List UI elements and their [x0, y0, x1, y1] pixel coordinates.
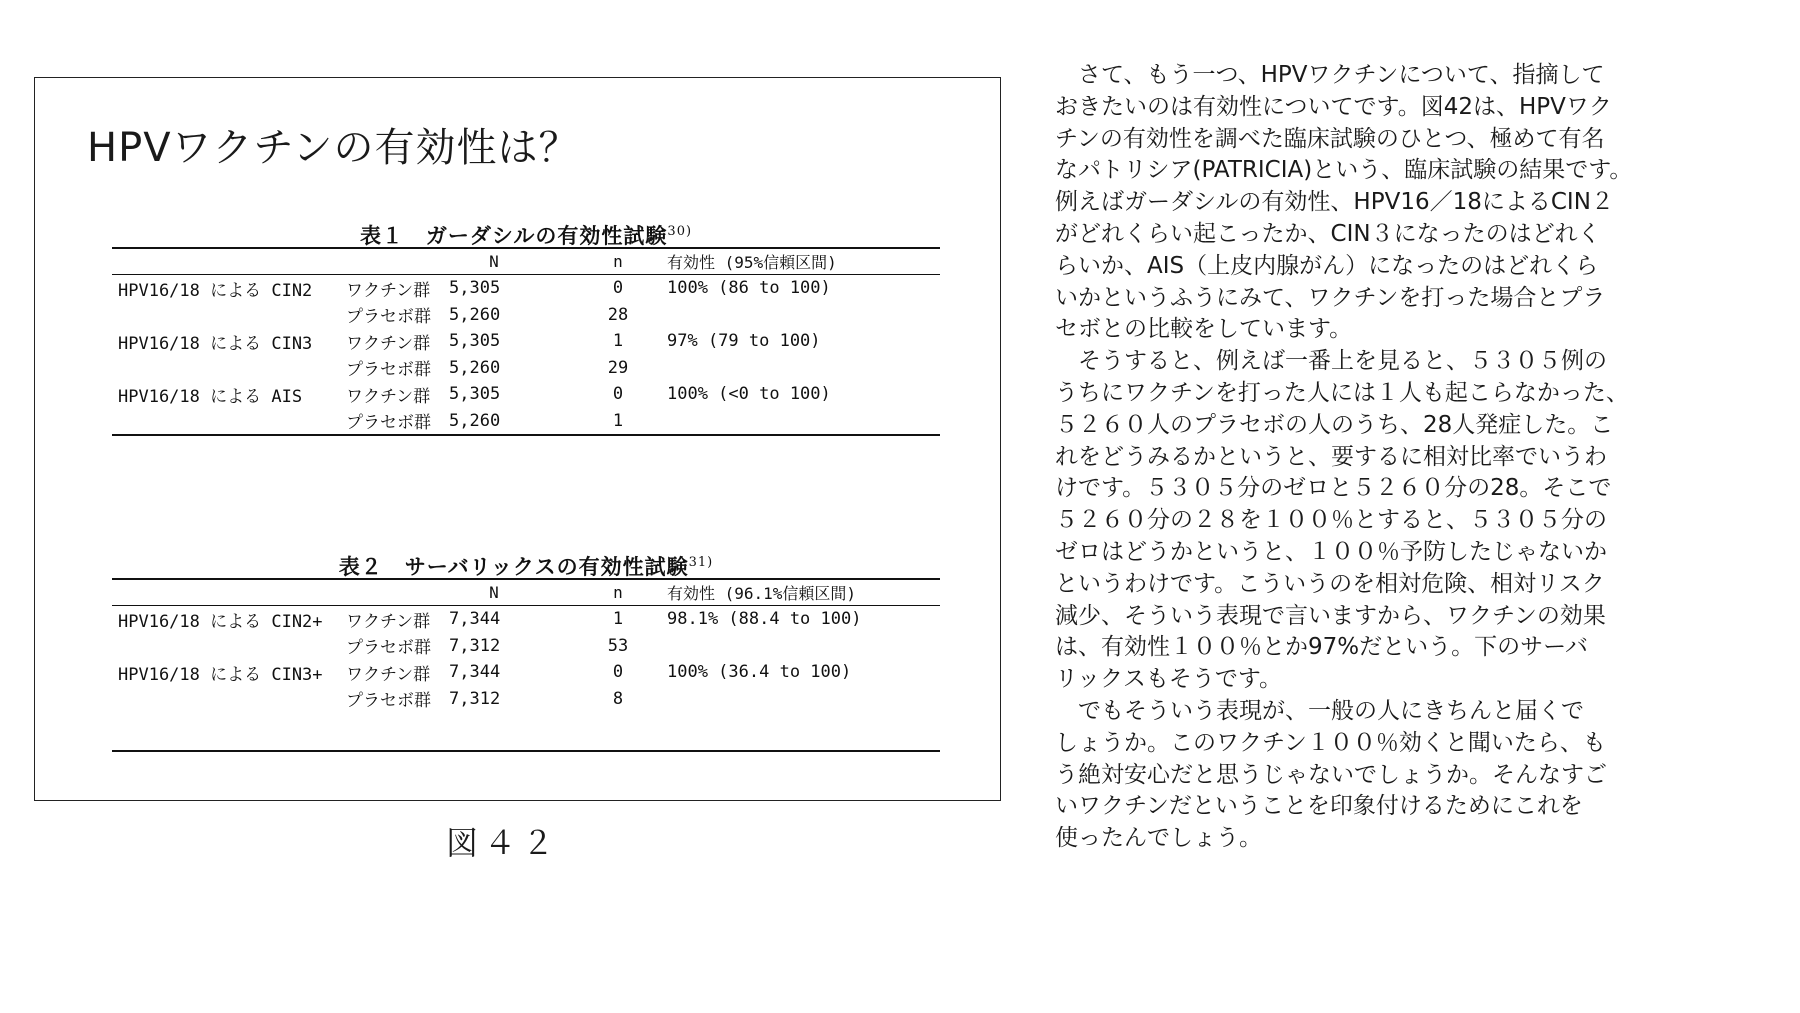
table-row: [112, 408, 940, 435]
header-cell: [346, 248, 449, 275]
text-line: は、有効性１００％とか97%だという。下のサーバ: [1055, 634, 1588, 661]
efficacy-cell: [667, 633, 940, 660]
efficacy-cell: 98.1% (88.4 to 100): [667, 609, 862, 630]
header-cell: [112, 248, 346, 275]
group-cell: ワクチン群: [346, 611, 431, 632]
group-cell: ワクチン群: [346, 664, 431, 685]
efficacy-cell: [667, 302, 940, 329]
header-cell: n: [613, 583, 623, 602]
text-line: がどれくらい起こったか、CIN３になったのはどれく: [1055, 220, 1601, 247]
group-cell: プラセボ群: [346, 691, 431, 712]
table-row: [112, 302, 940, 329]
n-total-cell: 5,260: [449, 357, 501, 378]
reference-marker: 30): [667, 224, 693, 239]
table-row: [112, 275, 940, 302]
n-total-cell: 7,312: [449, 688, 501, 709]
reference-marker: 31): [688, 555, 714, 570]
n-total-cell: 7,344: [449, 609, 501, 630]
table-spacer-row: [112, 712, 940, 750]
group-cell: プラセボ群: [346, 307, 431, 328]
body-text: [1055, 60, 1775, 855]
slide-title: HPVワクチンの有効性は？: [87, 125, 580, 171]
outcome-cell: HPV16/18 による CIN3: [118, 333, 313, 354]
text-line: リックスもそうです。: [1055, 666, 1283, 693]
text-line: さて、もう一つ、HPVワクチンについて、指摘して: [1055, 62, 1605, 88]
n-cases-cell: 1: [612, 609, 624, 630]
header-cell: [346, 579, 449, 606]
text-line: う絶対安心だと思うじゃないでしょうか。そんなすご: [1055, 761, 1607, 788]
n-total-cell: 5,305: [449, 278, 501, 299]
table-gardasil: [112, 217, 940, 436]
header-cell: N: [489, 583, 499, 602]
table-bottom-rule: [112, 434, 940, 436]
efficacy-cell: 97% (79 to 100): [667, 331, 821, 352]
n-cases-cell: 8: [612, 688, 624, 709]
text-line: そうすると、例えば一番上を見ると、５３０５例の: [1055, 348, 1607, 375]
group-cell: ワクチン群: [346, 280, 431, 301]
group-cell: ワクチン群: [346, 386, 431, 407]
text-line: 例えばガーダシルの有効性、HPV16／18によるCIN２: [1055, 189, 1614, 216]
data-table: [112, 578, 940, 750]
text-line: ５２６０分の２８を１００％とすると、５３０５分の: [1055, 507, 1607, 534]
outcome-cell: HPV16/18 による CIN2+: [118, 611, 323, 632]
efficacy-cell: 100% (<0 to 100): [667, 384, 831, 405]
n-total-cell: 5,305: [449, 331, 501, 352]
header-cell: n: [613, 252, 623, 271]
table-row: [112, 686, 940, 713]
text-line: 使ったんでしょう。: [1055, 825, 1262, 852]
text-line: いかというふうにみて、ワクチンを打った場合とプラ: [1055, 284, 1606, 311]
efficacy-cell: [667, 355, 940, 382]
table-row: [112, 659, 940, 686]
n-cases-cell: 29: [607, 357, 629, 378]
efficacy-cell: 100% (86 to 100): [667, 278, 831, 299]
table-caption-text: 表２ サーバリックスの有効性試験: [338, 555, 689, 579]
efficacy-cell: [667, 686, 940, 713]
text-line: セボとの比較をしています。: [1055, 316, 1353, 343]
text-line: ５２６０人のプラセボの人のうち、28人発症した。こ: [1055, 411, 1614, 438]
n-cases-cell: 1: [612, 331, 624, 352]
outcome-cell: [112, 302, 346, 329]
outcome-cell: [112, 633, 346, 660]
data-table: [112, 247, 940, 434]
n-cases-cell: 0: [612, 662, 624, 683]
group-cell: プラセボ群: [346, 638, 431, 659]
figure-frame: [34, 77, 1001, 801]
outcome-cell: HPV16/18 による AIS: [118, 386, 303, 407]
n-total-cell: 7,312: [449, 635, 501, 656]
text-line: おきたいのは有効性についてです。図42は、HPVワク: [1055, 93, 1612, 120]
n-total-cell: 5,305: [449, 384, 501, 405]
text-line: らいか、AIS（上皮内腺がん）になったのはどれくら: [1055, 252, 1599, 279]
table-caption: [112, 548, 940, 578]
n-cases-cell: 0: [612, 384, 624, 405]
group-cell: プラセボ群: [346, 413, 431, 434]
outcome-cell: HPV16/18 による CIN3+: [118, 664, 323, 685]
table-row: [112, 381, 940, 408]
header-cell: 有効性 (95%信頼区間): [667, 253, 837, 272]
table-caption-text: 表１ ガーダシルの有効性試験: [359, 224, 668, 248]
n-cases-cell: 28: [607, 304, 629, 325]
text-line: いワクチンだということを印象付けるためにこれを: [1055, 793, 1583, 820]
group-cell: ワクチン群: [346, 333, 431, 354]
table-row: [112, 606, 940, 633]
figure-caption: 図４２: [446, 824, 561, 862]
text-line: なパトリシア(PATRICIA)という、臨床試験の結果です。: [1055, 157, 1633, 184]
group-cell: プラセボ群: [346, 360, 431, 381]
text-line: れをどうみるかというと、要するに相対比率でいうわ: [1055, 443, 1607, 470]
n-cases-cell: 1: [612, 410, 624, 431]
n-cases-cell: 53: [607, 635, 629, 656]
table-row: [112, 328, 940, 355]
table-header-row: [112, 248, 940, 275]
text-line: チンの有効性を調べた臨床試験のひとつ、極めて有名: [1055, 125, 1605, 152]
outcome-cell: HPV16/18 による CIN2: [118, 280, 313, 301]
n-total-cell: 7,344: [449, 662, 501, 683]
text-line: ゼロはどうかというと、１００％予防したじゃないか: [1055, 538, 1607, 565]
text-line: うちにワクチンを打った人には１人も起こらなかった、: [1055, 379, 1629, 406]
n-cases-cell: 0: [612, 278, 624, 299]
outcome-cell: [112, 355, 346, 382]
text-line: でもそういう表現が、一般の人にきちんと届くで: [1055, 697, 1584, 724]
table-caption: [112, 217, 940, 247]
table-header-row: [112, 579, 940, 606]
text-line: というわけです。こういうのを相対危険、相対リスク: [1055, 570, 1605, 597]
header-cell: N: [489, 252, 499, 271]
outcome-cell: [112, 686, 346, 713]
header-cell: 有効性 (96.1%信頼区間): [667, 584, 857, 603]
n-total-cell: 5,260: [449, 410, 501, 431]
table-row: [112, 355, 940, 382]
table-bottom-rule: [112, 750, 940, 752]
efficacy-cell: 100% (36.4 to 100): [667, 662, 852, 683]
text-line: けです。５３０５分のゼロと５２６０分の28。そこで: [1055, 475, 1612, 502]
efficacy-cell: [667, 408, 940, 435]
table-cervarix: [112, 548, 940, 752]
header-cell: [112, 579, 346, 606]
n-total-cell: 5,260: [449, 304, 501, 325]
outcome-cell: [112, 408, 346, 435]
table-row: [112, 633, 940, 660]
text-line: 減少、そういう表現で言いますから、ワクチンの効果: [1055, 602, 1606, 629]
text-line: しょうか。このワクチン１００％効くと聞いたら、も: [1055, 729, 1606, 756]
